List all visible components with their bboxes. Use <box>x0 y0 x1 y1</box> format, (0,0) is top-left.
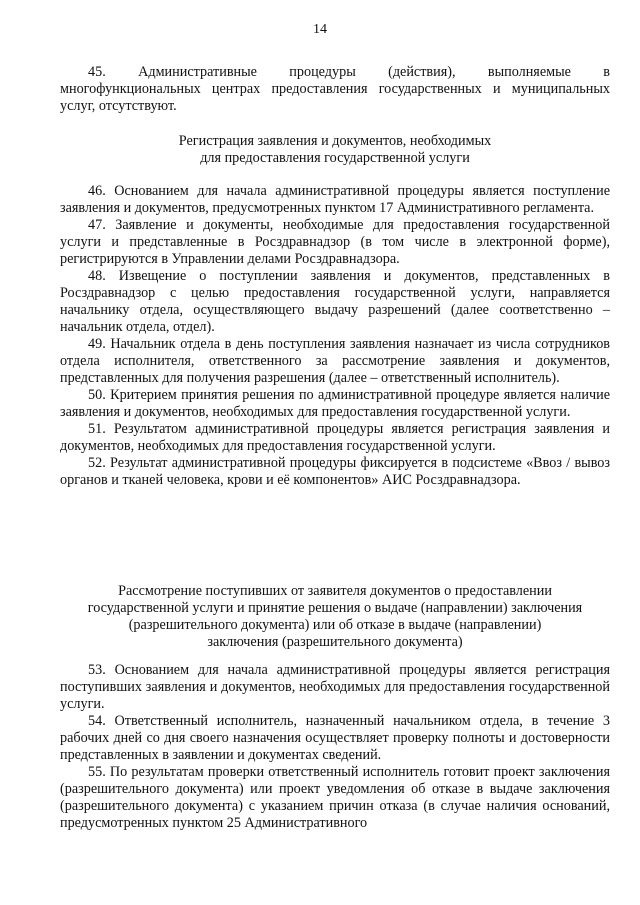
heading-line: заключения (разрешительного документа) <box>207 634 463 650</box>
section-heading-registration <box>60 133 610 167</box>
paragraph-53: 53. Основанием для начала административной процедуры является регистрация поступивших заявления и документов, необходимых для предоставления государственной услуги. <box>60 662 610 712</box>
paragraph-55: 55. По результатам проверки ответственный исполнитель готовит проект заключения (разрешительного документа) или проект уведомления об отказе в выдаче заключения (разрешительного документа) с указанием причин отказа (в случае наличия оснований, предусмотренных пунктом 25 Административного <box>60 764 610 831</box>
paragraph-45: 45. Административные процедуры (действия), выполняемые в многофункциональных центрах предоставления государственных и муниципальных услуг, отсутствуют. <box>60 64 610 114</box>
heading-line: государственной услуги и принятие решения о выдаче (направлении) заключения <box>87 600 583 616</box>
paragraph-54: 54. Ответственный исполнитель, назначенный начальником отдела, в течение 3 рабочих дней со дня своего назначения осуществляет проверку полноты и достоверности представленных в заявлении и документах сведений. <box>60 713 610 763</box>
paragraph-50: 50. Критерием принятия решения по административной процедуре является наличие заявления и документов, необходимых для предоставления государственной услуги. <box>60 387 610 420</box>
paragraph-49: 49. Начальник отдела в день поступления заявления назначает из числа сотрудников отдела исполнителя, ответственного за рассмотрение заявления и документов, представленных для получения разрешения (далее – ответственный исполнитель). <box>60 336 610 386</box>
heading-line: Рассмотрение поступивших от заявителя документов о предоставлении <box>118 583 552 599</box>
paragraph-47: 47. Заявление и документы, необходимые для предоставления государственной услуги и представленные в Росздравнадзор (в том числе в электронной форме), регистрируются в Управлении делами Росздравнадзора. <box>60 217 610 267</box>
heading-line: для предоставления государственной услуги <box>200 150 470 166</box>
paragraph-52: 52. Результат административной процедуры фиксируется в подсистеме «Ввоз / вывоз органов и тканей человека, крови и её компонентов» АИС Росздравнадзора. <box>60 455 610 488</box>
section-1 <box>60 64 610 115</box>
section-3 <box>60 662 610 832</box>
paragraph-51: 51. Результатом административной процедуры является регистрация заявления и документов, необходимых для предоставления государственной услуги. <box>60 421 610 454</box>
section-heading-review <box>60 583 610 651</box>
paragraph-46: 46. Основанием для начала административной процедуры является поступление заявления и документов, предусмотренных пунктом 17 Административного регламента. <box>60 183 610 216</box>
section-2 <box>60 183 610 489</box>
page-number: 14 <box>313 22 327 37</box>
heading-line: Регистрация заявления и документов, необходимых <box>178 133 492 149</box>
heading-line: (разрешительного документа) или об отказе в выдаче (направлении) <box>128 617 542 633</box>
paragraph-48: 48. Извещение о поступлении заявления и документов, представленных в Росздравнадзор с целью предоставления государственной услуги, направляется начальнику отдела, осуществляющего выдачу разрешений (далее соответственно – начальник отдела, отдел). <box>60 268 610 335</box>
